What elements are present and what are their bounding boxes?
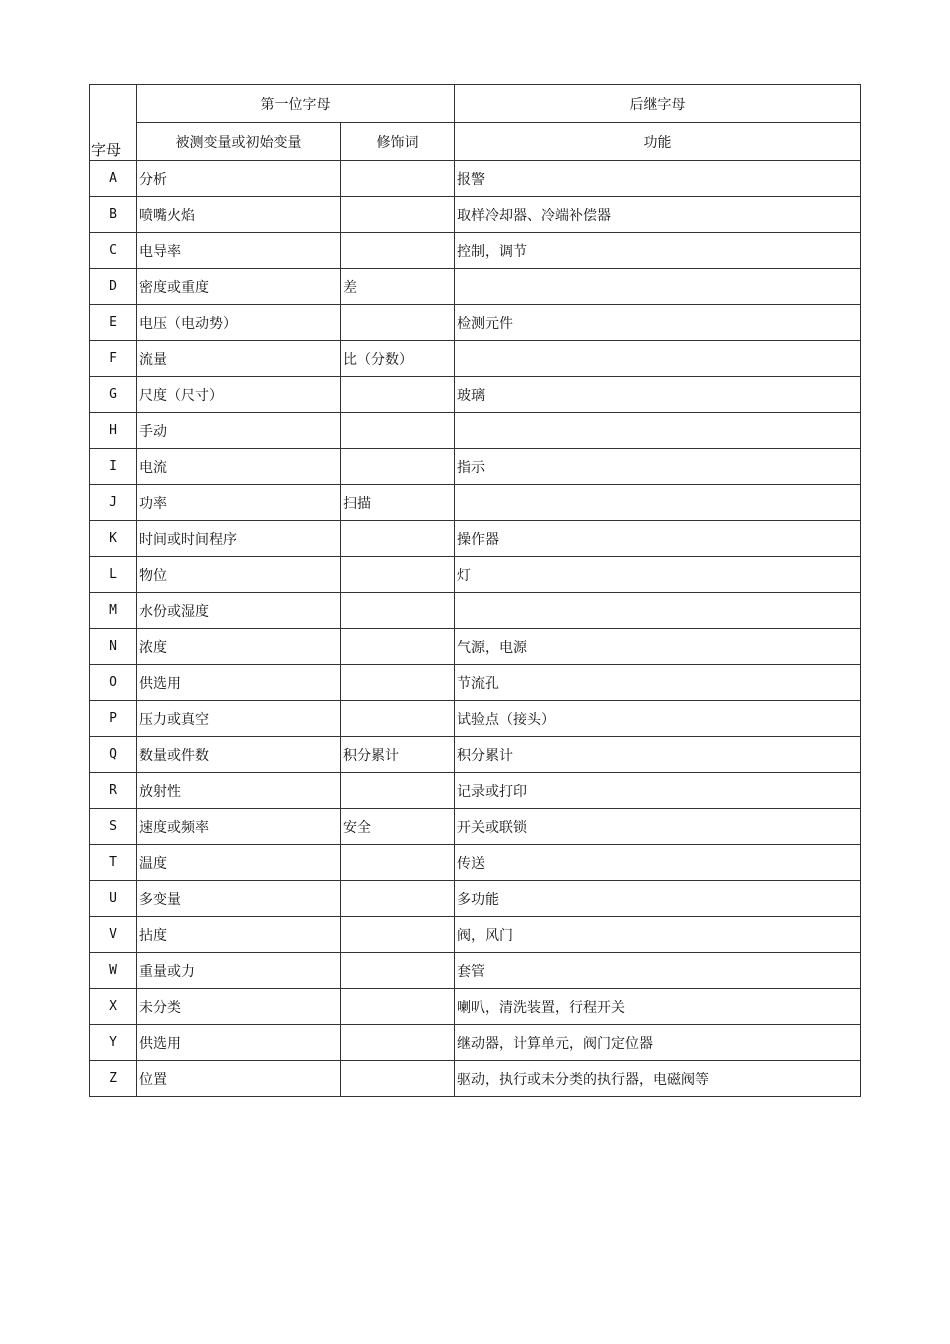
table-row [90, 917, 861, 953]
function-cell [455, 485, 861, 521]
table-row [90, 197, 861, 233]
modifier-cell [341, 953, 455, 989]
header-subsequent-letter: 后继字母 [455, 85, 861, 123]
table-row [90, 1061, 861, 1097]
variable-cell: 供选用 [137, 1025, 341, 1061]
variable-cell: 数量或件数 [137, 737, 341, 773]
letter-cell: M [90, 593, 137, 629]
function-cell: 多功能 [455, 881, 861, 917]
variable-cell: 功率 [137, 485, 341, 521]
header-function: 功能 [455, 123, 861, 161]
letter-cell: T [90, 845, 137, 881]
function-cell [455, 593, 861, 629]
letter-cell: R [90, 773, 137, 809]
variable-cell: 位置 [137, 1061, 341, 1097]
letter-cell: Q [90, 737, 137, 773]
variable-cell: 喷嘴火焰 [137, 197, 341, 233]
function-cell: 操作器 [455, 521, 861, 557]
function-cell: 套管 [455, 953, 861, 989]
variable-cell: 浓度 [137, 629, 341, 665]
letter-cell: G [90, 377, 137, 413]
modifier-cell [341, 521, 455, 557]
letter-cell: Z [90, 1061, 137, 1097]
variable-cell: 未分类 [137, 989, 341, 1025]
variable-cell: 温度 [137, 845, 341, 881]
table-row [90, 413, 861, 449]
function-cell: 喇叭，清洗装置，行程开关 [455, 989, 861, 1025]
variable-cell: 多变量 [137, 881, 341, 917]
letter-cell: W [90, 953, 137, 989]
function-cell [455, 341, 861, 377]
table-row [90, 161, 861, 197]
table-row [90, 305, 861, 341]
variable-cell: 电流 [137, 449, 341, 485]
function-cell: 传送 [455, 845, 861, 881]
table-row [90, 521, 861, 557]
modifier-cell [341, 845, 455, 881]
table-row [90, 773, 861, 809]
header-modifier: 修饰词 [341, 123, 455, 161]
modifier-cell [341, 197, 455, 233]
table-row [90, 593, 861, 629]
letter-cell: J [90, 485, 137, 521]
modifier-cell [341, 665, 455, 701]
modifier-cell [341, 629, 455, 665]
header-row-1 [90, 85, 861, 123]
table-row [90, 485, 861, 521]
variable-cell: 放射性 [137, 773, 341, 809]
modifier-cell [341, 413, 455, 449]
header-letter: 字母 [90, 85, 137, 161]
variable-cell: 供选用 [137, 665, 341, 701]
table-row [90, 809, 861, 845]
function-cell: 驱动，执行或未分类的执行器，电磁阀等 [455, 1061, 861, 1097]
variable-cell: 尺度（尺寸） [137, 377, 341, 413]
variable-cell: 电压（电动势） [137, 305, 341, 341]
function-cell: 气源，电源 [455, 629, 861, 665]
modifier-cell [341, 701, 455, 737]
variable-cell: 拈度 [137, 917, 341, 953]
table-row [90, 737, 861, 773]
header-measured-variable: 被测变量或初始变量 [137, 123, 341, 161]
modifier-cell: 积分累计 [341, 737, 455, 773]
table-row [90, 953, 861, 989]
modifier-cell: 扫描 [341, 485, 455, 521]
letter-cell: E [90, 305, 137, 341]
table-row [90, 557, 861, 593]
letter-cell: C [90, 233, 137, 269]
letter-cell: K [90, 521, 137, 557]
function-cell: 玻璃 [455, 377, 861, 413]
variable-cell: 密度或重度 [137, 269, 341, 305]
letter-cell: N [90, 629, 137, 665]
modifier-cell: 安全 [341, 809, 455, 845]
letter-cell: V [90, 917, 137, 953]
letter-cell: H [90, 413, 137, 449]
table-row [90, 341, 861, 377]
function-cell: 报警 [455, 161, 861, 197]
modifier-cell [341, 1025, 455, 1061]
variable-cell: 物位 [137, 557, 341, 593]
modifier-cell [341, 449, 455, 485]
table-row [90, 629, 861, 665]
modifier-cell [341, 233, 455, 269]
letter-cell: S [90, 809, 137, 845]
header-first-letter: 第一位字母 [137, 85, 455, 123]
table-row [90, 701, 861, 737]
variable-cell: 重量或力 [137, 953, 341, 989]
letter-cell: D [90, 269, 137, 305]
function-cell [455, 413, 861, 449]
function-cell: 记录或打印 [455, 773, 861, 809]
variable-cell: 流量 [137, 341, 341, 377]
modifier-cell [341, 881, 455, 917]
table-row [90, 881, 861, 917]
variable-cell: 分析 [137, 161, 341, 197]
modifier-cell: 比（分数） [341, 341, 455, 377]
table-row [90, 1025, 861, 1061]
function-cell: 继动器，计算单元，阀门定位器 [455, 1025, 861, 1061]
letter-cell: B [90, 197, 137, 233]
variable-cell: 水份或湿度 [137, 593, 341, 629]
modifier-cell [341, 917, 455, 953]
variable-cell: 时间或时间程序 [137, 521, 341, 557]
variable-cell: 手动 [137, 413, 341, 449]
letter-cell: Y [90, 1025, 137, 1061]
modifier-cell [341, 377, 455, 413]
letter-cell: I [90, 449, 137, 485]
function-cell: 节流孔 [455, 665, 861, 701]
modifier-cell [341, 593, 455, 629]
function-cell: 检测元件 [455, 305, 861, 341]
modifier-cell [341, 557, 455, 593]
letter-cell: P [90, 701, 137, 737]
letter-cell: O [90, 665, 137, 701]
table-row [90, 845, 861, 881]
table-row [90, 269, 861, 305]
function-cell: 试验点（接头） [455, 701, 861, 737]
function-cell [455, 269, 861, 305]
letter-cell: A [90, 161, 137, 197]
variable-cell: 电导率 [137, 233, 341, 269]
modifier-cell: 差 [341, 269, 455, 305]
modifier-cell [341, 161, 455, 197]
function-cell: 取样冷却器、冷端补偿器 [455, 197, 861, 233]
letter-cell: F [90, 341, 137, 377]
function-cell: 阀，风门 [455, 917, 861, 953]
function-cell: 开关或联锁 [455, 809, 861, 845]
variable-cell: 压力或真空 [137, 701, 341, 737]
table-row [90, 449, 861, 485]
letter-cell: X [90, 989, 137, 1025]
table-row [90, 233, 861, 269]
variable-cell: 速度或频率 [137, 809, 341, 845]
letter-cell: L [90, 557, 137, 593]
header-row-2 [90, 123, 861, 161]
table-row [90, 377, 861, 413]
modifier-cell [341, 773, 455, 809]
table-row [90, 989, 861, 1025]
function-cell: 指示 [455, 449, 861, 485]
function-cell: 控制，调节 [455, 233, 861, 269]
instrument-letter-code-table [89, 84, 861, 1097]
function-cell: 灯 [455, 557, 861, 593]
modifier-cell [341, 305, 455, 341]
modifier-cell [341, 989, 455, 1025]
letter-cell: U [90, 881, 137, 917]
function-cell: 积分累计 [455, 737, 861, 773]
modifier-cell [341, 1061, 455, 1097]
table-row [90, 665, 861, 701]
